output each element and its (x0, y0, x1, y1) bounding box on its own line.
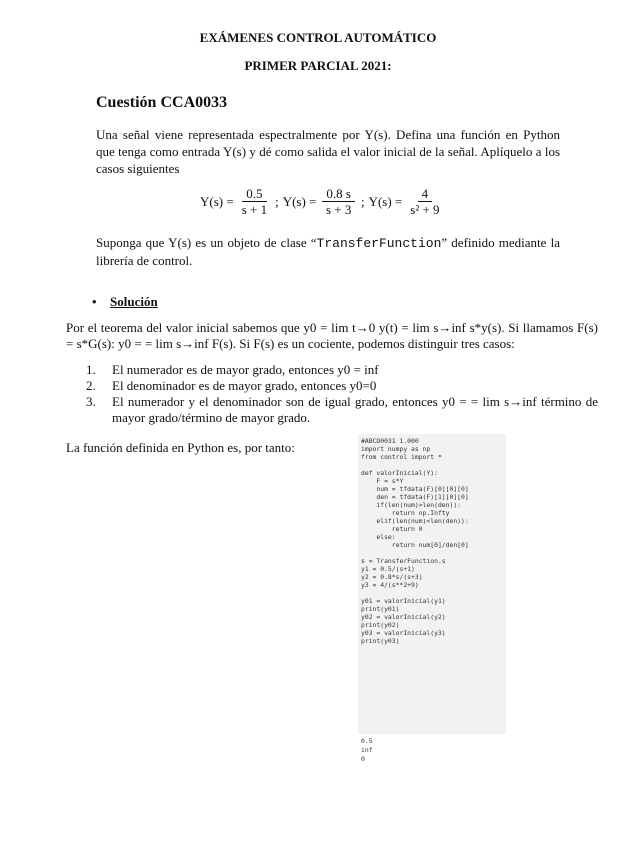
solution-intro: Por el teorema del valor inicial sabemos que y0 = lim t→0 y(t) = lim s→inf s*y(s). Si llamamos F(s) = s*G(s): y0 = = lim s→inf F(s). Si F(s) es un cociente, podemos distinguir tres casos: (66, 320, 598, 351)
list-item-number: 2. (86, 378, 96, 393)
question-text: Una señal viene representada espectralmente por Y(s). Defina una función en Python que tenga como entrada Y(s) y dé como salida el valor inicial de la señal. Aplíquelo a los casos siguientes (96, 127, 560, 176)
solution-label: Solución (110, 294, 158, 309)
question-title: Cuestión CCA0033 (96, 94, 228, 111)
formula-1-separator: ; (275, 193, 279, 209)
conclusion-text: La función definida en Python es, por tanto: (66, 440, 295, 455)
cases-list (86, 362, 598, 426)
output-text: 0.5 inf 0 (361, 737, 373, 763)
list-item-number: 3. (86, 394, 96, 409)
formula-3-numerator: 4 (418, 186, 433, 202)
formula-2-lhs: Y(s) = (282, 193, 317, 209)
exam-title: EXÁMENES CONTROL AUTOMÁTICO (199, 30, 437, 45)
list-item-text: El denominador es de mayor grado, entonces y0=0 (112, 378, 377, 393)
solution-heading (92, 294, 158, 310)
list-item (86, 394, 598, 426)
list-item-text: El numerador es de mayor grado, entonces y0 = inf (112, 362, 379, 377)
formula-2-denominator: s + 3 (325, 202, 352, 217)
code-output (358, 734, 506, 767)
exam-subtitle: PRIMER PARCIAL 2021: (244, 58, 392, 73)
code-text: #ABCD0031 1.000 import numpy as np from control import * def valorInicial(Y): F = s*Y num = tfdata(F)[0][0][0] den = tfdata(F)[1][0][0] if(len(num)>len(den)): return np.Infty elif(len(num)<len(den)): return 0 else: return num[0]/den[0] s = TransferFunction.s y1 = 0.5/(s+1) y2 = 0.8*s/(s+3) y3 = 4/(s**2+9) y01 = valorInicial(y1) print(y01) y02 = valorInicial(y2) print(y02) y03 = valorInicial(y3) print(y03) (361, 437, 469, 645)
note-pre: Suponga que Y(s) es un objeto de clase “ (96, 235, 317, 250)
formula-2-fraction (322, 186, 355, 217)
question-note (96, 234, 560, 269)
formula-3-denominator: s² + 9 (410, 202, 440, 217)
formula-1-denominator: s + 1 (241, 202, 268, 217)
list-item-number: 1. (86, 362, 96, 377)
formula-1-numerator: 0.5 (242, 186, 266, 202)
note-post: ” definido mediante la librería de control. (96, 235, 560, 268)
formula-3-fraction (408, 186, 441, 217)
list-item (86, 362, 598, 378)
formula-1-fraction (240, 186, 269, 217)
formula-2-separator: ; (360, 193, 365, 209)
list-item-text: El numerador y el denominador son de igual grado, entonces y0 = = lim s→inf término de mayor grado/término de mayor grado. (112, 394, 598, 425)
bullet-icon: • (92, 294, 97, 309)
formula-1-lhs: Y(s) = (200, 193, 234, 209)
list-item (86, 378, 598, 394)
code-block (358, 434, 506, 734)
formula-2-numerator: 0.8 s (322, 186, 355, 202)
formula-row (200, 186, 444, 217)
note-class-name: TransferFunction (316, 236, 442, 251)
formula-3-lhs: Y(s) = (368, 193, 403, 209)
